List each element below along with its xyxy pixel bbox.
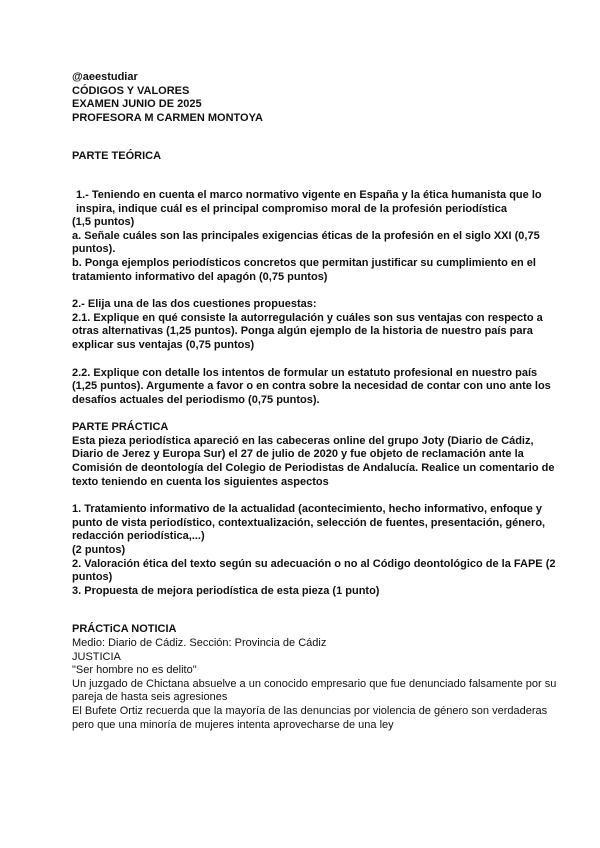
question-2-option-2: 2.2. Explique con detalle los intentos de formular un estatuto profesional en nuestro país (1,25 puntos). Argumente a favor o en contra sobre la necesidad de contar con uno ante los desafíos actuales del periodismo (0,75 puntos).: [72, 366, 551, 406]
question-1: 1.- Teniendo en cuenta el marco normativo vigente en España y la ética humanista que lo inspira, indique cuál es el principal compromiso moral de la profesión periodística: [76, 188, 542, 215]
practice-item-1: 1. Tratamiento informativo de la actualidad (acontecimiento, hecho informativo, enfoque y punto de vista periodístico, contextualización, selección de fuentes, presentación, género, redacción periodística,...): [72, 503, 546, 543]
question-1-points: (1,5 puntos): [72, 216, 135, 229]
header-block: [72, 71, 560, 125]
professor-name: PROFESORA M CARMEN MONTOYA: [72, 111, 263, 124]
question-1-b: b. Ponga ejemplos periodísticos concretos que permitan justificar su cumplimiento en el tratamiento informativo del apagón (0,75 puntos): [72, 256, 536, 283]
question-1-a: a. Señale cuáles son las principales exigencias éticas de la profesión en el siglo XXI (0,75 puntos).: [72, 229, 540, 256]
news-section: [72, 623, 560, 732]
news-subhead: Un juzgado de Chictana absuelve a un conocido empresario que fue denunciado falsamente por su pareja de hasta seis agresiones: [72, 677, 557, 704]
news-title: PRÁCTiCA NOTICIA: [72, 623, 177, 636]
subject-title: CÓDIGOS Y VALORES: [72, 84, 190, 97]
theory-section: [72, 150, 560, 407]
question-2: 2.- Elija una de las dos cuestiones propuestas:: [72, 298, 317, 311]
practice-item-3: 3. Propuesta de mejora periodística de esta pieza (1 punto): [72, 584, 380, 597]
author-handle: @aeestudiar: [72, 71, 138, 83]
practice-item-1-points: (2 puntos): [72, 544, 126, 557]
practice-item-2: 2. Valoración ética del texto según su adecuación o no al Código deontológico de la FAPE (2 puntos): [72, 557, 556, 584]
question-2-option-1: 2.1. Explique en qué consiste la autorregulación y cuáles son sus ventajas con respecto a otras alternativas (1,25 puntos). Ponga algún ejemplo de la historia de nuestro país para explicar sus ventajas (0,75 puntos): [72, 311, 543, 351]
news-medium: Medio: Diario de Cádiz. Sección: Provincia de Cádiz: [72, 637, 327, 649]
exam-title: EXAMEN JUNIO DE 2025: [72, 98, 202, 111]
news-lead: El Bufete Ortiz recuerda que la mayoría de las denuncias por violencia de género son verdaderas pero que una minoría de mujeres intenta aprovecharse de una ley: [72, 704, 548, 731]
theory-title: PARTE TEÓRICA: [72, 150, 162, 163]
news-headline: "Ser hombre no es delito": [72, 664, 197, 677]
practice-intro: Esta pieza periodística apareció en las cabeceras online del grupo Joty (Diario de Cádiz, Diario de Jerez y Europa Sur) el 27 de julio de 2020 y fue objeto de reclamación ante la Comisión de deontología del Colegio de Periodistas de Andalucía. Realice un comentario de texto teniendo en cuenta los siguientes aspectos: [72, 434, 555, 488]
practice-section: [72, 421, 560, 598]
practice-title: PARTE PRÁCTICA: [72, 421, 169, 434]
news-section-label: JUSTICIA: [72, 650, 121, 663]
